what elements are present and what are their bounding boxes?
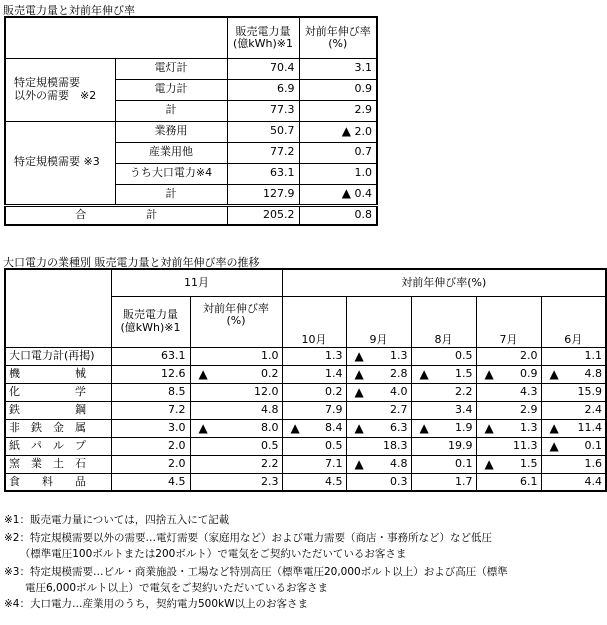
rate-number: 7.1: [325, 456, 343, 470]
rate-number: 1.5: [455, 366, 473, 380]
rate-value: [190, 401, 282, 419]
rate-number: 3.4: [455, 402, 473, 416]
monthly-rate-value: [282, 437, 346, 455]
monthly-rate-value: [476, 473, 541, 491]
table-row: [5, 347, 606, 365]
industry-label: 大口電力計(再掲): [5, 347, 111, 365]
sales-header: [227, 17, 299, 58]
monthly-rate-value: [411, 419, 476, 437]
rate-number: 19.9: [448, 438, 473, 452]
rate-value: 0.9: [299, 79, 377, 100]
monthly-rate-value: [541, 419, 606, 437]
sales-value: 2.0: [111, 437, 190, 455]
rate-number: 0.1: [584, 438, 603, 452]
footnotes: [4, 512, 508, 612]
monthly-rate-value: [476, 383, 541, 401]
industry-label: 化 学: [5, 383, 111, 401]
sales-value: 70.4: [227, 58, 299, 79]
monthly-rate-value: [282, 383, 346, 401]
rate-number: 2.9: [520, 402, 538, 416]
sales-value: 50.7: [227, 121, 299, 142]
rate-value: 0.7: [299, 142, 377, 163]
rate-value: [190, 455, 282, 473]
group2-label: 特定規模需要 ※3: [5, 121, 115, 205]
industry-label: 非 鉄 金 属: [5, 419, 111, 437]
rate-number: 2.7: [390, 402, 408, 416]
row-label: 電灯計: [115, 58, 227, 79]
table-row: [5, 419, 606, 437]
decrease-triangle-icon: ▲: [419, 420, 429, 435]
monthly-rate-value: [476, 365, 541, 383]
monthly-rate-value: [476, 437, 541, 455]
footnote-line: 電圧6,000ボルト以上）で電気をご契約いただいているお客さま: [4, 582, 329, 594]
total-label-2: 計: [146, 208, 158, 222]
corner-cell: [5, 17, 227, 58]
month-col-header: 8月: [411, 296, 476, 347]
monthly-rate-value: [476, 347, 541, 365]
total-label: [5, 205, 227, 225]
row-label: うち大口電力※4: [115, 163, 227, 184]
decrease-triangle-icon: ▲: [354, 456, 364, 471]
decrease-triangle-icon: ▲: [354, 348, 364, 363]
rate-number: 2.4: [584, 402, 603, 416]
rate-number: 6.3: [390, 420, 408, 434]
monthly-rate-value: [541, 347, 606, 365]
total-label-1: 合: [75, 208, 87, 222]
rate-value: [299, 121, 377, 142]
industry-label: 機 械: [5, 365, 111, 383]
rate-number: 0.2: [261, 366, 279, 380]
decrease-triangle-icon: ▲: [354, 384, 364, 399]
month-col-header: 7月: [476, 296, 541, 347]
monthly-rate-value: [476, 455, 541, 473]
monthly-rate-value: [346, 383, 411, 401]
sales-value: 12.6: [111, 365, 190, 383]
rate-number: 18.3: [383, 438, 408, 452]
rate-number: 11.3: [513, 438, 538, 452]
rate-value: [190, 419, 282, 437]
monthly-rate-value: [411, 473, 476, 491]
decrease-triangle-icon: ▲: [354, 420, 364, 435]
rate-header: [299, 17, 377, 58]
decrease-triangle-icon: ▲: [198, 420, 208, 435]
rate-number: 4.8: [584, 366, 603, 380]
sales-header-unit: (億kWh)※1: [120, 320, 181, 334]
rate-value: 1.0: [299, 163, 377, 184]
footnote-line: （標準電圧100ボルトまたは200ボルト）で電気をご契約いただいているお客さま: [4, 548, 407, 560]
monthly-rate-value: [282, 365, 346, 383]
decrease-triangle-icon: ▲: [484, 420, 494, 435]
table-row: [5, 383, 606, 401]
monthly-rate-value: [476, 419, 541, 437]
sales-value: 4.5: [111, 473, 190, 491]
table2-title: 大口電力の業種別 販売電力量と対前年伸び率の推移: [3, 256, 260, 269]
footnote-line: ※4：大口電力…産業用のうち，契約電力500kW以上のお客さま: [4, 598, 308, 610]
monthly-rate-value: [282, 419, 346, 437]
monthly-rate-value: [346, 401, 411, 419]
rate-number: 4.4: [584, 474, 603, 488]
monthly-rate-value: [346, 365, 411, 383]
rate-value: [190, 473, 282, 491]
rate-number: 15.9: [577, 384, 603, 398]
monthly-rate-value: [411, 347, 476, 365]
decrease-triangle-icon: ▲: [354, 366, 364, 381]
industry-label: 紙 パ ル プ: [5, 437, 111, 455]
decrease-triangle-icon: ▲: [484, 366, 494, 381]
decrease-triangle-icon: ▲: [549, 366, 559, 381]
rate-number: 2.3: [261, 474, 279, 488]
rate-value: 2.9: [299, 100, 377, 121]
rate-number: 0.9: [520, 366, 538, 380]
decrease-triangle-icon: ▲: [290, 420, 300, 435]
month-col-header: 10月: [282, 296, 346, 347]
rate-number: 0.5: [261, 438, 279, 452]
rate-number: 0.5: [455, 348, 473, 362]
rate-value: 3.1: [299, 58, 377, 79]
monthly-rate-value: [346, 437, 411, 455]
rate-header-unit: (%): [226, 313, 246, 327]
rate-number: 4.3: [520, 384, 538, 398]
rate-value: [190, 437, 282, 455]
monthly-rate-value: [541, 455, 606, 473]
rate-number: 2.0: [520, 348, 538, 362]
rate-number: 2.2: [261, 456, 279, 470]
table-row: [5, 455, 606, 473]
table-row: [5, 437, 606, 455]
decrease-triangle-icon: ▲: [549, 420, 559, 435]
sales-value: 6.9: [227, 79, 299, 100]
monthly-rate-value: [541, 365, 606, 383]
rate-number: 0.3: [390, 474, 408, 488]
rate-number: 1.1: [584, 348, 603, 362]
rate-number: 0.4: [354, 187, 372, 201]
sales-value: 77.2: [227, 142, 299, 163]
monthly-rate-value: [541, 383, 606, 401]
monthly-rate-value: [282, 473, 346, 491]
rate-number: 6.1: [520, 474, 538, 488]
monthly-rate-value: [282, 455, 346, 473]
row-label: 業務用: [115, 121, 227, 142]
footnote-line: ※1：販売電力量については，四捨五入にて記載: [4, 514, 230, 526]
rate-number: 2.8: [390, 366, 408, 380]
group1-label-line1: 特定規模需要: [14, 76, 80, 90]
rate-number: 7.9: [325, 402, 343, 416]
monthly-rate-value: [411, 365, 476, 383]
monthly-rate-value: [411, 455, 476, 473]
decrease-triangle-icon: ▲: [198, 366, 208, 381]
monthly-rate-value: [411, 437, 476, 455]
rate-value: [190, 365, 282, 383]
rate-number: 0.5: [325, 438, 343, 452]
sales-summary-table: [4, 16, 378, 226]
decrease-triangle-icon: ▲: [484, 456, 494, 471]
table-row: [5, 473, 606, 491]
rate-number: 8.4: [325, 420, 343, 434]
monthly-rate-value: [411, 401, 476, 419]
monthly-rate-value: [346, 347, 411, 365]
footnote-line: ※2：特定規模需要以外の需要…電灯需要（家庭用など）および電力需要（商店・事務所など）など低圧: [4, 532, 492, 544]
rate-number: 0.2: [325, 384, 343, 398]
sales-value: 8.5: [111, 383, 190, 401]
sales-value: 7.2: [111, 401, 190, 419]
rate-number: 1.0: [261, 348, 279, 362]
rate-number: 1.9: [455, 420, 473, 434]
sales-value: 77.3: [227, 100, 299, 121]
table1-title: 販売電力量と対前年伸び率: [3, 4, 135, 17]
decrease-triangle-icon: ▲: [419, 366, 429, 381]
monthly-rate-value: [541, 401, 606, 419]
row-label: 電力計: [115, 79, 227, 100]
total-sales: 205.2: [227, 205, 299, 225]
month-col-header: 6月: [541, 296, 606, 347]
monthly-rate-value: [346, 455, 411, 473]
rate-number: 1.3: [390, 348, 408, 362]
industry-trend-table: [4, 268, 607, 492]
industry-label: 食 料 品: [5, 473, 111, 491]
rate-number: 1.3: [325, 348, 343, 362]
rate-number: 1.4: [325, 366, 343, 380]
rate-number: 12.0: [254, 384, 279, 398]
rate-value: [190, 347, 282, 365]
sales-value: 2.0: [111, 455, 190, 473]
decrease-triangle-icon: ▲: [341, 123, 351, 138]
decrease-triangle-icon: ▲: [549, 438, 559, 453]
monthly-rate-value: [282, 347, 346, 365]
rate-number: 1.6: [584, 456, 603, 470]
sales-value: 3.0: [111, 419, 190, 437]
sales-header: [111, 296, 190, 347]
sales-header-label: 販売電力量: [123, 308, 178, 322]
total-rate: 0.8: [299, 205, 377, 225]
sales-value: 63.1: [227, 163, 299, 184]
table-row: [5, 401, 606, 419]
monthly-rate-value: [541, 473, 606, 491]
monthly-rate-value: [541, 437, 606, 455]
industry-label: 窯 業 土 石: [5, 455, 111, 473]
sales-value: 127.9: [227, 184, 299, 205]
group1-label-line2: 以外の需要 ※2: [14, 88, 97, 102]
group1-label: [5, 58, 115, 121]
rate-number: 4.5: [325, 474, 343, 488]
rate-number: 0.1: [455, 456, 473, 470]
rate-number: 11.4: [577, 420, 603, 434]
month-col-header: 9月: [346, 296, 411, 347]
monthly-rate-value: [346, 419, 411, 437]
rate-number: 1.3: [520, 420, 538, 434]
row-label: 計: [115, 100, 227, 121]
rate-header-unit: (%): [328, 36, 348, 50]
rate-value: [299, 184, 377, 205]
corner-cell: [5, 269, 111, 347]
rate-number: 4.0: [390, 384, 408, 398]
industry-label: 鉄 鋼: [5, 401, 111, 419]
rate-number: 1.7: [455, 474, 473, 488]
rate-header-label: 対前年伸び率: [203, 301, 269, 315]
monthly-rate-value: [411, 383, 476, 401]
rate-number: 4.8: [261, 402, 279, 416]
trend-rate-header: 対前年伸び率(%): [282, 269, 606, 296]
rate-number: 8.0: [261, 420, 279, 434]
sales-value: 63.1: [111, 347, 190, 365]
monthly-rate-value: [346, 473, 411, 491]
decrease-triangle-icon: ▲: [341, 186, 351, 201]
table-row: [5, 365, 606, 383]
sales-header-label: 販売電力量: [235, 24, 291, 38]
rate-number: 2.0: [354, 124, 372, 138]
rate-header: [190, 296, 282, 347]
rate-header-label: 対前年伸び率: [304, 24, 371, 38]
row-label: 計: [115, 184, 227, 205]
monthly-rate-value: [282, 401, 346, 419]
sales-header-unit: (億kWh)※1: [232, 36, 294, 50]
rate-number: 2.2: [455, 384, 473, 398]
rate-number: 1.5: [520, 456, 538, 470]
rate-value: [190, 383, 282, 401]
row-label: 産業用他: [115, 142, 227, 163]
month-header: 11月: [111, 269, 282, 296]
monthly-rate-value: [476, 401, 541, 419]
rate-number: 4.8: [390, 456, 408, 470]
footnote-line: ※3：特定規模需要…ビル・商業施設・工場など特別高圧（標準電圧20,000ボルト以上）および高圧（標準: [4, 566, 508, 578]
